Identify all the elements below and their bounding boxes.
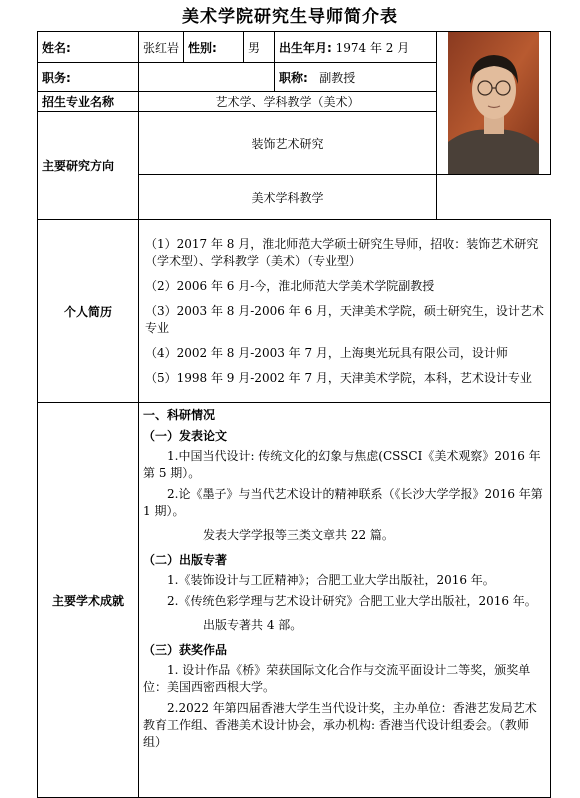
bio-item: （5）1998 年 9 月-2002 年 7 月，天津美术学院，本科，艺术设计专业: [145, 370, 532, 385]
research-item-2: 美术学科教学: [139, 175, 437, 220]
bio-item: （4）2002 年 8 月-2003 年 7 月，上海奥光玩具有限公司，设计师: [145, 345, 508, 360]
title-cell: [275, 63, 437, 92]
bio-label: 个人简历: [38, 220, 139, 403]
books-summary: 出版专著共 4 部。: [203, 618, 303, 632]
photo-cell: [437, 32, 551, 175]
bio-item: （1）2017 年 8 月，淮北师范大学硕士研究生导师，招收：装饰艺术研究（学术型）、学科教学（美术）（专业型）: [145, 236, 539, 268]
award-item: 2.2022 年第四届香港大学生当代设计奖，主办单位：香港艺发局艺术教育工作组、香港美术设计协会，承办机构: 香港当代设计组委会。（教师组）: [143, 701, 537, 749]
birth-cell: [275, 32, 437, 63]
position-label: 职务:: [38, 63, 139, 92]
portrait-photo: [448, 32, 539, 174]
papers-heading: （一）发表论文: [143, 429, 228, 443]
book-item: 1.《装饰设计与工匠精神》；合肥工业大学出版社，2016 年。: [167, 573, 495, 587]
research-item-1: 装饰艺术研究: [139, 112, 437, 175]
page-title: 美术学院研究生导师简介表: [182, 7, 398, 27]
bio-item: （2）2006 年 6 月-今，淮北师范大学美术学院副教授: [145, 278, 435, 293]
research-label: 主要研究方向: [38, 112, 139, 220]
achievements-label: 主要学术成就: [38, 403, 139, 798]
gender-label: 性别:: [184, 32, 244, 63]
achievements-content: [139, 403, 551, 798]
title-value: 副教授: [319, 70, 356, 85]
paper-item: 2.论《墨子》与当代艺术设计的精神联系（《长沙大学学报》2016 年第 1 期）。: [143, 487, 543, 518]
major-value: 艺术学、学科教学（美术）: [139, 92, 437, 112]
bio-content: [139, 220, 551, 403]
award-item: 1. 设计作品《桥》荣获国际文化合作与交流平面设计二等奖，颁奖单位：美国西密西根大学。: [143, 663, 531, 694]
paper-item: 1.中国当代设计: 传统文化的幻象与焦虑(CSSCI《美术观察》2016 年第 5 期）。: [143, 449, 541, 480]
position-value: [139, 63, 275, 92]
name-label: 姓名:: [38, 32, 139, 63]
major-label: 招生专业名称: [38, 92, 139, 112]
birth-label: 出生年月:: [279, 40, 332, 55]
books-heading: （二）出版专著: [143, 553, 228, 567]
title-label: 职称:: [279, 70, 308, 85]
name-value: 张红岩: [139, 32, 184, 63]
papers-summary: 发表大学学报等三类文章共 22 篇。: [203, 528, 394, 542]
book-item: 2.《传统色彩学理与艺术设计研究》合肥工业大学出版社，2016 年。: [167, 594, 537, 608]
bio-item: （3）2003 年 8 月-2006 年 6 月，天津美术学院，硕士研究生，设计艺术专业: [145, 303, 544, 335]
achievements-heading: 一、科研情况: [143, 408, 216, 422]
gender-value: 男: [244, 32, 275, 63]
awards-heading: （三）获奖作品: [143, 643, 228, 657]
birth-value: 1974 年 2 月: [335, 40, 410, 55]
profile-table: [37, 31, 551, 798]
